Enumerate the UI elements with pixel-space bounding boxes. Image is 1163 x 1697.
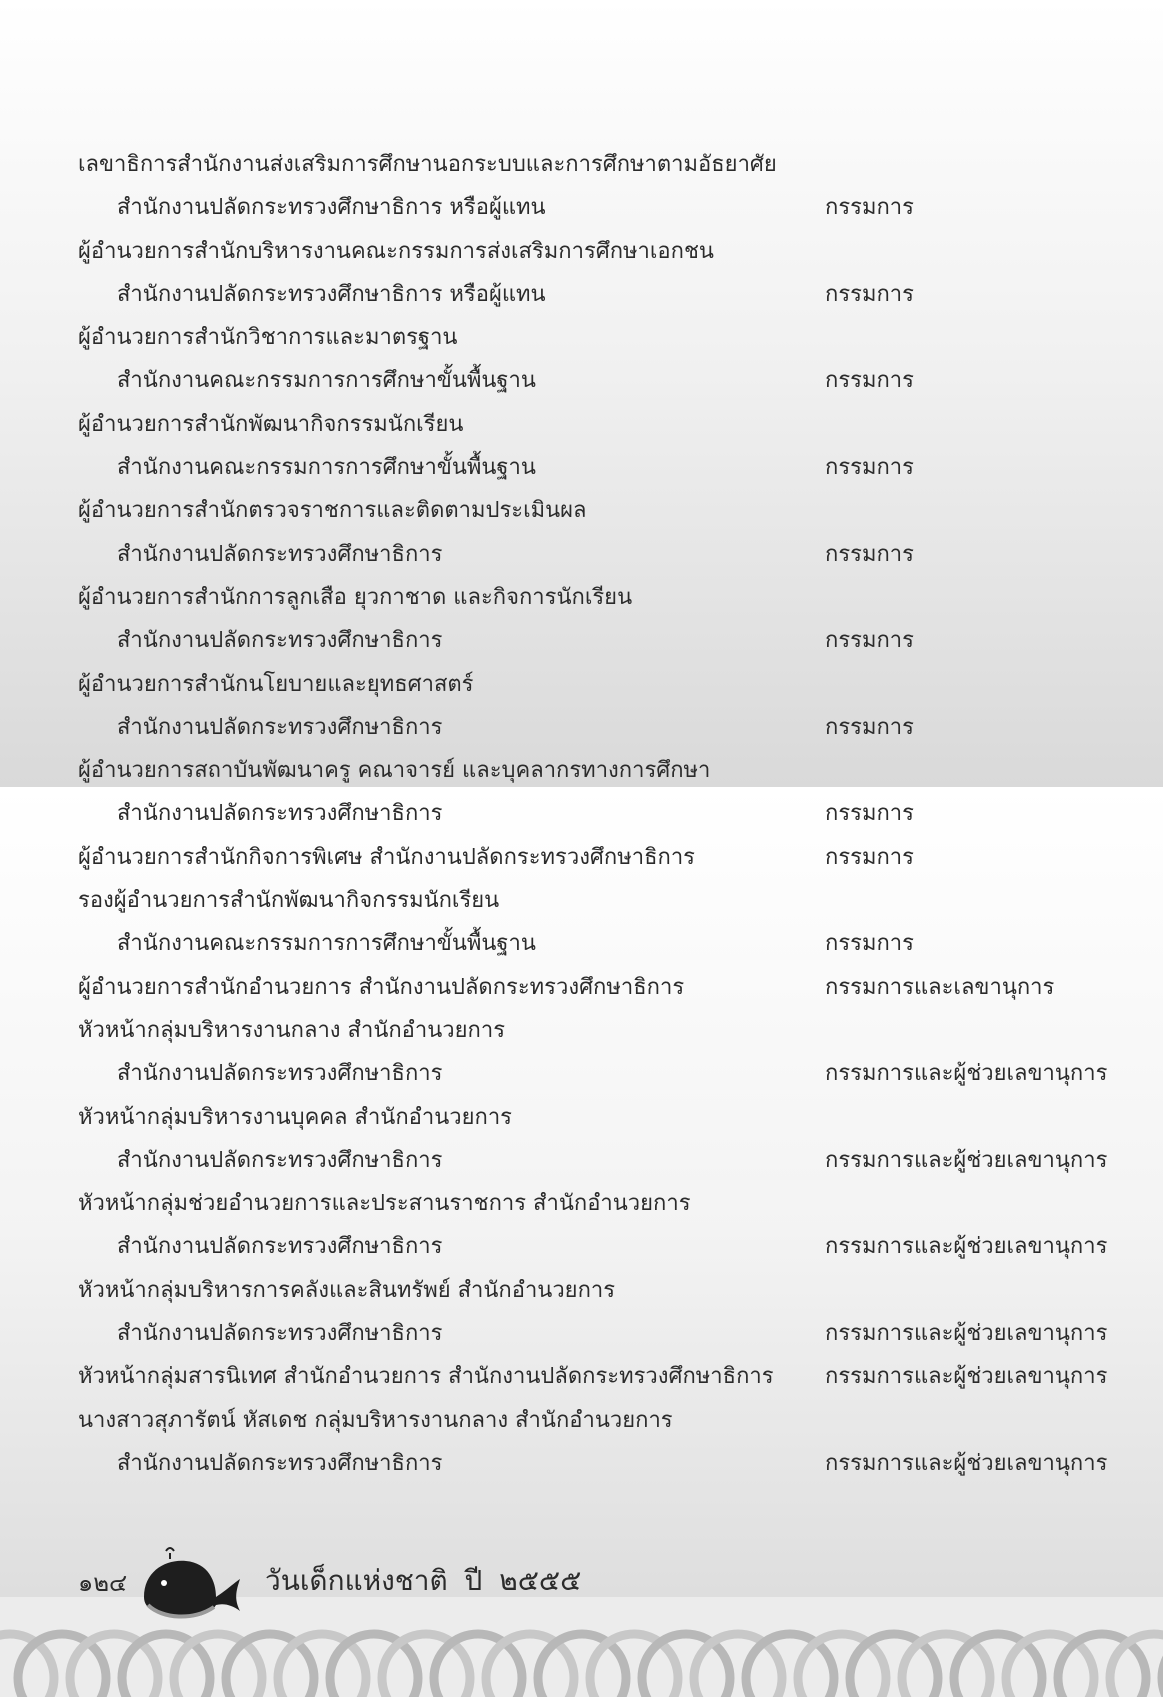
- member-title: สำนักงานคณะกรรมการการศึกษาขั้นพื้นฐาน: [117, 368, 536, 394]
- list-item: [0, 1442, 1163, 1485]
- member-role: กรรมการ: [825, 281, 914, 307]
- list-item: [0, 663, 1163, 706]
- member-title: ผู้อำนวยการสำนักวิชาการและมาตรฐาน: [78, 325, 458, 351]
- page-number: ๑๒๔: [78, 1569, 128, 1597]
- list-item: [0, 706, 1163, 749]
- list-item: [0, 619, 1163, 662]
- list-item: [0, 533, 1163, 576]
- ring-shape: [1110, 1634, 1163, 1697]
- list-item: [0, 1312, 1163, 1355]
- member-role: กรรมการและผู้ช่วยเลขานุการ: [825, 1147, 1108, 1173]
- member-role: กรรมการและผู้ช่วยเลขานุการ: [825, 1234, 1108, 1260]
- page-footer: [0, 1545, 1163, 1605]
- member-role: กรรมการ: [825, 455, 914, 481]
- member-role: กรรมการและผู้ช่วยเลขานุการ: [825, 1061, 1108, 1087]
- list-item: [0, 143, 1163, 186]
- member-title: สำนักงานคณะกรรมการการศึกษาขั้นพื้นฐาน: [117, 455, 536, 481]
- member-title: ผู้อำนวยการสำนักกิจการพิเศษ สำนักงานปลัดกระทรวงศึกษาธิการ: [78, 844, 695, 870]
- list-item: [0, 316, 1163, 359]
- member-title: หัวหน้ากลุ่มสารนิเทศ สำนักอำนวยการ สำนักงานปลัดกระทรวงศึกษาธิการ: [78, 1364, 774, 1390]
- member-title: หัวหน้ากลุ่มบริหารการคลังและสินทรัพย์ สำนักอำนวยการ: [78, 1277, 616, 1303]
- list-item: [0, 403, 1163, 446]
- member-title: รองผู้อำนวยการสำนักพัฒนากิจกรรมนักเรียน: [78, 888, 500, 914]
- member-role: กรรมการ: [825, 368, 914, 394]
- list-item: [0, 1269, 1163, 1312]
- member-title: สำนักงานปลัดกระทรวงศึกษาธิการ: [117, 1321, 443, 1347]
- member-title: ผู้อำนวยการสำนักอำนวยการ สำนักงานปลัดกระทรวงศึกษาธิการ: [78, 974, 685, 1000]
- list-item: [0, 836, 1163, 879]
- member-title: หัวหน้ากลุ่มบริหารงานบุคคล สำนักอำนวยการ: [78, 1104, 512, 1130]
- list-item: [0, 489, 1163, 532]
- member-title: หัวหน้ากลุ่มช่วยอำนวยการและประสานราชการ สำนักอำนวยการ: [78, 1191, 691, 1217]
- member-title: สำนักงานปลัดกระทรวงศึกษาธิการ: [117, 1147, 443, 1173]
- list-item: [0, 230, 1163, 273]
- list-item: [0, 576, 1163, 619]
- committee-list: [0, 143, 1163, 1485]
- member-title: สำนักงานปลัดกระทรวงศึกษาธิการ: [117, 714, 443, 740]
- footer-title: วันเด็กแห่งชาติ ปี ๒๕๕๕: [265, 1564, 582, 1597]
- list-item: [0, 186, 1163, 229]
- list-item: [0, 1182, 1163, 1225]
- list-item: [0, 446, 1163, 489]
- member-title: สำนักงานปลัดกระทรวงศึกษาธิการ หรือผู้แทน: [117, 281, 546, 307]
- member-title: ผู้อำนวยการสำนักพัฒนากิจกรรมนักเรียน: [78, 411, 464, 437]
- list-item: [0, 792, 1163, 835]
- member-title: สำนักงานคณะกรรมการการศึกษาขั้นพื้นฐาน: [117, 931, 536, 957]
- member-title: ผู้อำนวยการสถาบันพัฒนาครู คณาจารย์ และบุคลากรทางการศึกษา: [78, 758, 711, 784]
- member-role: กรรมการ: [825, 195, 914, 221]
- member-title: สำนักงานปลัดกระทรวงศึกษาธิการ: [117, 1234, 443, 1260]
- member-title: เลขาธิการสำนักงานส่งเสริมการศึกษานอกระบบและการศึกษาตามอัธยาศัย: [78, 152, 777, 177]
- member-role: กรรมการ: [825, 628, 914, 654]
- member-role: กรรมการและผู้ช่วยเลขานุการ: [825, 1321, 1108, 1347]
- member-title: ผู้อำนวยการสำนักนโยบายและยุทธศาสตร์: [78, 671, 474, 697]
- member-title: ผู้อำนวยการสำนักบริหารงานคณะกรรมการส่งเสริมการศึกษาเอกชน: [78, 238, 714, 264]
- member-role: กรรมการ: [825, 541, 914, 567]
- list-item: [0, 1225, 1163, 1268]
- list-item: [0, 359, 1163, 402]
- list-item: [0, 1355, 1163, 1398]
- member-role: กรรมการ: [825, 844, 914, 870]
- list-item: [0, 879, 1163, 922]
- ring-shape: [0, 1634, 54, 1697]
- list-item: [0, 966, 1163, 1009]
- list-item: [0, 749, 1163, 792]
- member-role: กรรมการ: [825, 714, 914, 740]
- member-title: สำนักงานปลัดกระทรวงศึกษาธิการ: [117, 628, 443, 654]
- list-item: [0, 1052, 1163, 1095]
- member-role: กรรมการ: [825, 931, 914, 957]
- list-item: [0, 1096, 1163, 1139]
- list-item: [0, 1399, 1163, 1442]
- member-title: ผู้อำนวยการสำนักตรวจราชการและติดตามประเมินผล: [78, 498, 587, 524]
- member-role: กรรมการและเลขานุการ: [825, 974, 1055, 1000]
- member-title: ผู้อำนวยการสำนักการลูกเสือ ยุวกาชาด และกิจการนักเรียน: [78, 584, 633, 610]
- rings-border: [0, 1600, 1163, 1697]
- member-title: สำนักงานปลัดกระทรวงศึกษาธิการ: [117, 801, 443, 827]
- list-item: [0, 922, 1163, 965]
- member-role: กรรมการ: [825, 801, 914, 827]
- list-item: [0, 273, 1163, 316]
- member-title: หัวหน้ากลุ่มบริหารงานกลาง สำนักอำนวยการ: [78, 1017, 506, 1043]
- member-title: สำนักงานปลัดกระทรวงศึกษาธิการ: [117, 541, 443, 567]
- member-title: สำนักงานปลัดกระทรวงศึกษาธิการ: [117, 1450, 443, 1476]
- member-role: กรรมการและผู้ช่วยเลขานุการ: [825, 1364, 1108, 1390]
- member-title: สำนักงานปลัดกระทรวงศึกษาธิการ หรือผู้แทน: [117, 195, 546, 221]
- member-title: นางสาวสุภารัตน์ หัสเดช กลุ่มบริหารงานกลาง สำนักอำนวยการ: [78, 1407, 673, 1433]
- list-item: [0, 1139, 1163, 1182]
- member-title: สำนักงานปลัดกระทรวงศึกษาธิการ: [117, 1061, 443, 1087]
- member-role: กรรมการและผู้ช่วยเลขานุการ: [825, 1450, 1108, 1476]
- list-item: [0, 1009, 1163, 1052]
